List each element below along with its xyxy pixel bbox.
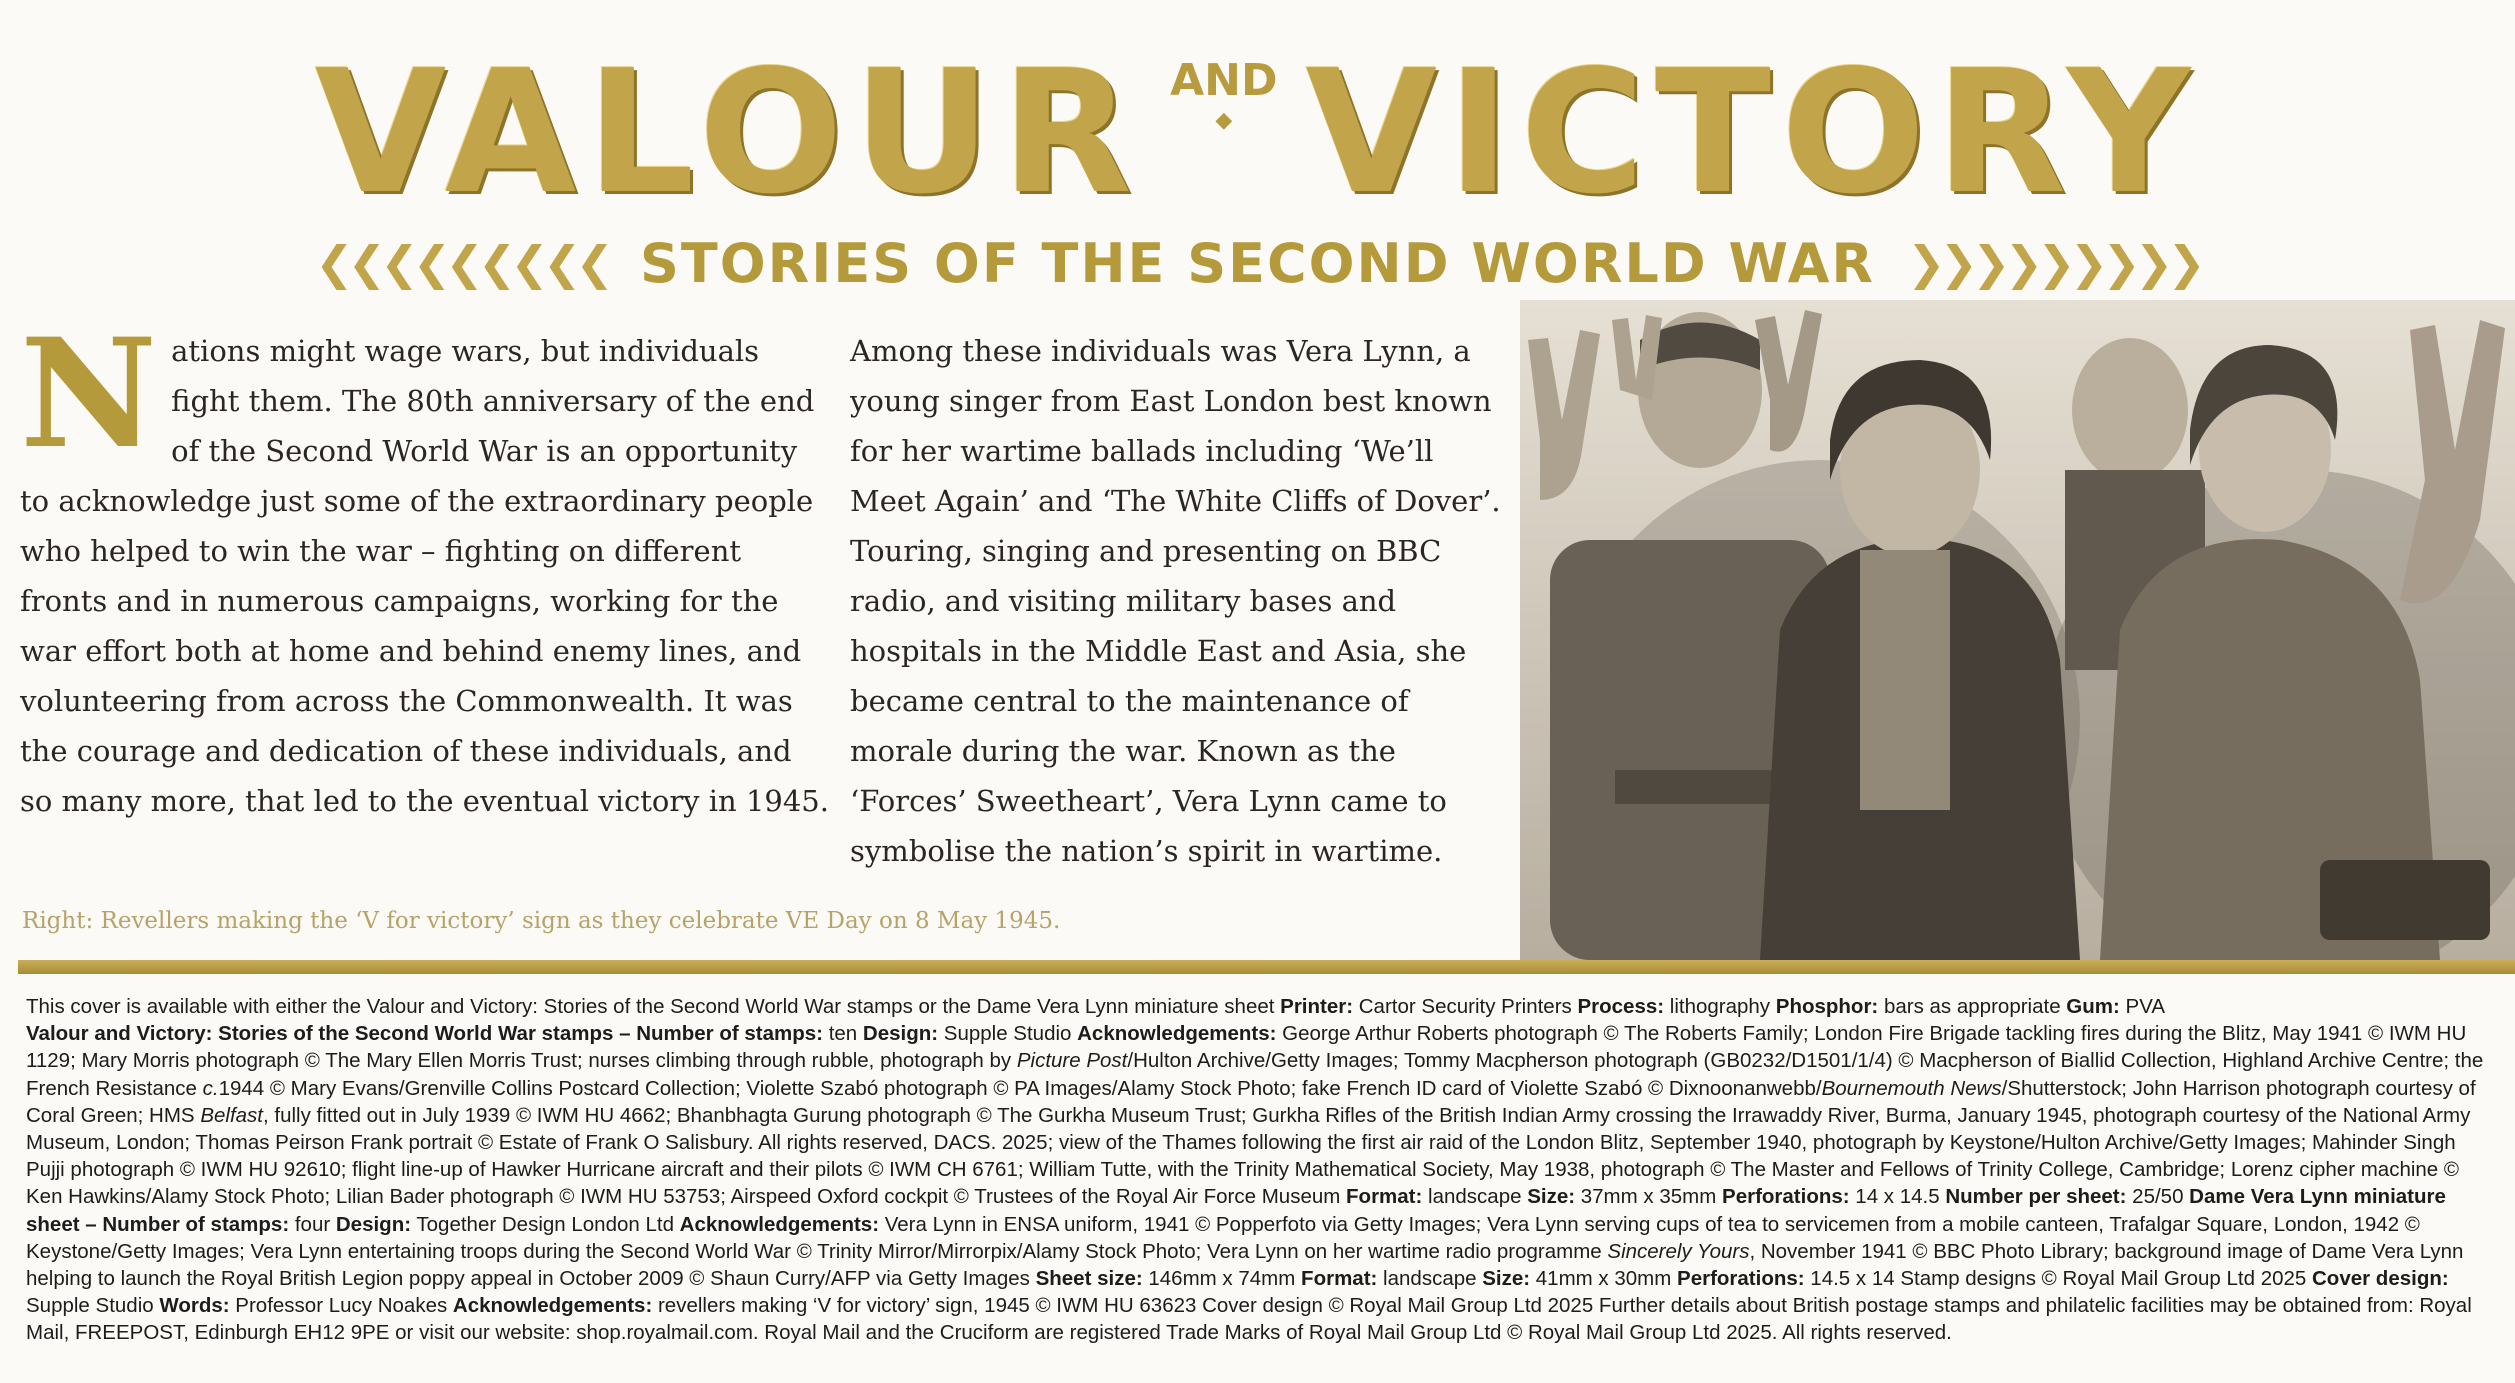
ack-text-7: , November 1941 © BBC Photo Library; background image of Dame Vera Lynn helping to launch the Royal British Legion poppy appeal in October 2009 © Shaun Curry/AFP via Getty Images <box>26 1239 2464 1291</box>
intro-column-1 <box>20 306 830 826</box>
label-design-2: Design: <box>335 1212 412 1236</box>
main-title <box>0 34 2515 232</box>
laurel-left-icon: ❮❮❮❮❮❮❮❮❮ <box>315 236 609 290</box>
label-per-sheet: Number per sheet: <box>1945 1185 2127 1209</box>
value-stamps: ten <box>823 1022 863 1046</box>
value-design-1: Supple Studio <box>938 1022 1078 1046</box>
value-size-1: 37mm x 35mm <box>1575 1185 1723 1209</box>
ack-text-5: , fully fitted out in July 1939 © IWM HU 4662; Bhanbhagta Gurung photograph © The Gurkha Museum Trust; Gurkha Rifles of the British Indian Army crossing the Irrawaddy River, Burma, January 1945, photograph courtesy of the National Army Museum, London; Thomas Peirson Frank portrait © Estate of Frank O Salisbury. All rights reserved, DACS. 2025; view of the Thames following the first air raid of the London Blitz, September 1940, photograph by Keystone/Hulton Archive/Getty Images; Mahinder Singh Pujji photograph © IWM HU 92610; flight line-up of Hawker Hurricane aircraft and their pilots © IWM CH 6761; William Tutte, with the Trinity Mathematical Society, May 1938, photograph © The Master and Fellows of Trinity College, Cambridge; Lorenz cipher machine © Ken Hawkins/Alamy Stock Photo; Lilian Bader photograph © IWM HU 53753; Airspeed Oxford cockpit © Trustees of the Royal Air Force Museum <box>26 1103 2471 1209</box>
label-stamps: Valour and Victory: Stories of the Second World War stamps – Number of stamps: <box>26 1022 823 1046</box>
value-words: Professor Lucy Noakes <box>229 1294 453 1318</box>
label-words: Words: <box>159 1294 230 1318</box>
ack-text-6: Vera Lynn in ENSA uniform, 1941 © Popperfoto via Getty Images; Vera Lynn serving cups of tea to servicemen from a mobile canteen, Trafalgar Square, London, 1942 © Keystone/Getty Images; Vera Lynn entertaining troops during the Second World War © Trinity Mirror/Mirrorpix/Alamy Stock Photo; Vera Lynn on her wartime radio programme <box>26 1212 2420 1263</box>
label-design-1: Design: <box>862 1022 939 1046</box>
value-size-2: 41mm x 30mm <box>1530 1267 1678 1291</box>
value-perf-2: 14.5 x 14 Stamp designs © Royal Mail Group Ltd 2025 <box>1804 1267 2312 1291</box>
value-perf-1: 14 x 14.5 <box>1849 1185 1946 1209</box>
title-victory: VICTORY <box>1305 34 2201 232</box>
value-miniature-sheet: four <box>289 1212 336 1236</box>
value-per-sheet: 25/50 <box>2126 1185 2190 1209</box>
ack-italic-sincerely: Sincerely Yours <box>1607 1239 1750 1263</box>
label-perf-1: Perforations: <box>1722 1185 1850 1209</box>
imprint-intro: This cover is available with either the Valour and Victory: Stories of the Second World War stamps or the Dame Vera Lynn miniature sheet <box>26 995 1281 1018</box>
value-cover-design: Supple Studio <box>26 1294 160 1318</box>
title-valour: VALOUR <box>314 34 1143 232</box>
label-cover-design: Cover design: <box>2312 1267 2449 1291</box>
laurel-right-icon: ❯❯❯❯❯❯❯❯❯ <box>1906 236 2200 290</box>
label-format-1: Format: <box>1346 1185 1423 1209</box>
title-and <box>1170 55 1277 132</box>
value-design-2: Together Design London Ltd <box>411 1212 680 1236</box>
gold-divider <box>18 960 2515 974</box>
label-printer: Printer: <box>1280 995 1354 1018</box>
diamond-icon: ◆ <box>1215 107 1233 133</box>
ack-text-8: revellers making ‘V for victory’ sign, 1945 © IWM HU 63623 Cover design © Royal Mail Group Ltd 2025 Further details about British postage stamps and philatelic facilities may be obtained from: Royal Mail, FREEPOST, Edinburgh EH12 9PE or visit our website: shop.royalmail.com. Royal Mail and the Cruciform are registered Trade Marks of Royal Mail Group Ltd © Royal Mail Group Ltd 2025. All rights reserved. <box>26 1294 2472 1345</box>
ack-text-3: 1944 © Mary Evans/Grenville Collins Postcard Collection; Violette Szabó photograph © PA Images/Alamy Stock Photo; fake French ID card of Violette Szabó © Dixnoonanwebb/ <box>218 1076 1822 1100</box>
ack-text-4: /Shutterstock; John Harrison photograph courtesy of Coral Green; HMS <box>26 1076 2476 1127</box>
value-phosphor: bars as appropriate <box>1878 995 2067 1018</box>
imprint-text <box>26 993 2496 1347</box>
label-size-1: Size: <box>1527 1185 1576 1209</box>
ve-day-photo <box>1520 300 2515 960</box>
ack-italic-circa: c. <box>202 1076 219 1100</box>
label-miniature-sheet: Dame Vera Lynn miniature sheet – Number of stamps: <box>26 1185 2446 1236</box>
ack-text-2: /Hulton Archive/Getty Images; Tommy Macpherson photograph (GB0232/D1501/1/4) © Macpherson of Biallid Collection, Highland Archive Centre; the French Resistance <box>26 1049 2484 1100</box>
ack-italic-bournemouth: Bournemouth News <box>1821 1076 2002 1100</box>
value-format-2: landscape <box>1377 1267 1483 1291</box>
value-process: lithography <box>1664 995 1776 1018</box>
label-ack-2: Acknowledgements: <box>679 1212 880 1236</box>
label-phosphor: Phosphor: <box>1775 995 1879 1018</box>
label-sheet-size: Sheet size: <box>1035 1267 1143 1291</box>
label-format-2: Format: <box>1301 1267 1378 1291</box>
label-ack-3: Acknowledgements: <box>452 1294 653 1318</box>
value-sheet-size: 146mm x 74mm <box>1142 1267 1302 1291</box>
value-format-1: landscape <box>1422 1185 1528 1209</box>
drop-cap: N <box>20 306 158 482</box>
label-gum: Gum: <box>2066 995 2120 1018</box>
photo-caption: Right: Revellers making the ‘V for victory’ sign as they celebrate VE Day on 8 May 1945. <box>22 908 1061 934</box>
subtitle-row <box>0 228 2515 298</box>
subtitle: STORIES OF THE SECOND WORLD WAR <box>640 231 1875 295</box>
label-process: Process: <box>1577 995 1665 1018</box>
ack-text-1: George Arthur Roberts photograph © The Roberts Family; London Fire Brigade tackling fires during the Blitz, May 1941 © IWM HU 1129; Mary Morris photograph © The Mary Ellen Morris Trust; nurses climbing through rubble, photograph by <box>26 1022 2467 1073</box>
intro-text-1: ations might wage wars, but individuals fight them. The 80th anniversary of the end of the Second World War is an opportunity to acknowledge just some of the extraordinary people who helped to win the war – fighting on different fronts and in numerous campaigns, working for the war effort both at home and behind enemy lines, and volunteering from across the Commonwealth. It was the courage and dedication of these individuals, and so many more, that led to the eventual victory in 1945. <box>20 334 829 818</box>
title-and-text: AND <box>1170 54 1278 106</box>
ack-italic-picture-post: Picture Post <box>1016 1049 1128 1073</box>
label-ack-1: Acknowledgements: <box>1077 1022 1277 1046</box>
label-size-2: Size: <box>1482 1267 1531 1291</box>
ack-italic-belfast: Belfast <box>200 1103 263 1127</box>
label-perf-2: Perforations: <box>1677 1267 1805 1291</box>
value-gum: PVA <box>2119 995 2166 1018</box>
value-printer: Cartor Security Printers <box>1353 995 1578 1018</box>
intro-column-2 <box>850 326 1510 876</box>
intro-text-2: Among these individuals was Vera Lynn, a young singer from East London best known for her wartime ballads including ‘We’ll Meet Again’ and ‘The White Cliffs of Dover’. Touring, singing and presenting on BBC radio, and visiting military bases and hospitals in the Middle East and Asia, she became central to the maintenance of morale during the war. Known as the ‘Forces’ Sweetheart’, Vera Lynn came to symbolise the nation’s spirit in wartime. <box>850 334 1501 868</box>
